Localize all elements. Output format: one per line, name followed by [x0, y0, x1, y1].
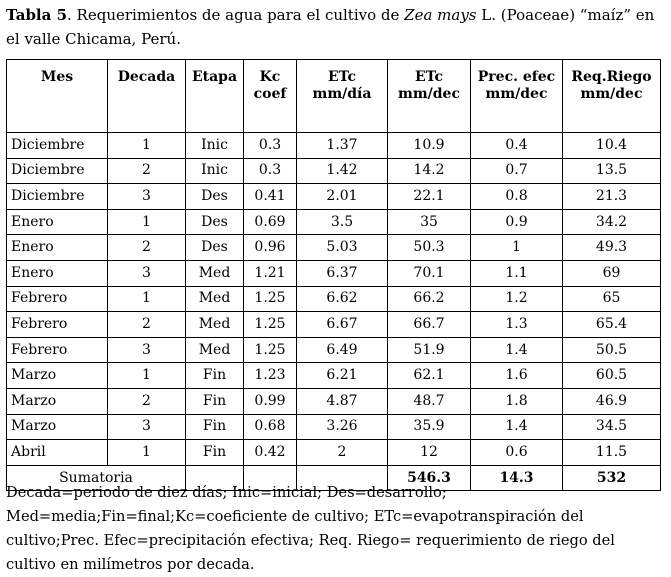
column-header-prec-efec — [471, 60, 563, 133]
cell-mes: Abril — [7, 440, 108, 466]
cell-req-riego: 50.5 — [563, 337, 661, 363]
cell-etapa: Med — [186, 286, 244, 312]
cell-mes: Diciembre — [7, 158, 108, 184]
cell-etc-dec: 22.1 — [388, 184, 471, 210]
sum-riego-total: 532 — [563, 465, 661, 491]
cell-etc-dia: 5.03 — [297, 235, 388, 261]
cell-kc: 0.41 — [244, 184, 297, 210]
cell-kc: 0.3 — [244, 133, 297, 159]
cell-decada: 1 — [108, 440, 186, 466]
cell-kc: 0.68 — [244, 414, 297, 440]
cell-req-riego: 49.3 — [563, 235, 661, 261]
cell-etc-dia: 6.37 — [297, 260, 388, 286]
cell-req-riego: 11.5 — [563, 440, 661, 466]
column-header-kc — [244, 60, 297, 133]
cell-mes: Enero — [7, 209, 108, 235]
cell-etapa: Fin — [186, 414, 244, 440]
column-header-decada — [108, 60, 186, 133]
cell-kc: 0.96 — [244, 235, 297, 261]
table-label: Tabla 5 — [6, 6, 68, 24]
column-header-line: mm/dec — [485, 86, 548, 102]
column-header-line: mm/dec — [398, 86, 460, 102]
column-header-line: Etapa — [191, 69, 238, 85]
cell-kc: 1.23 — [244, 363, 297, 389]
column-header-line: Req.Riego — [571, 69, 652, 85]
table-row — [7, 158, 661, 184]
cell-etc-dec: 48.7 — [388, 388, 471, 414]
cell-etapa: Inic — [186, 158, 244, 184]
cell-decada: 2 — [108, 158, 186, 184]
table-row — [7, 260, 661, 286]
cell-prec-efec: 1.4 — [471, 414, 563, 440]
cell-kc: 1.25 — [244, 312, 297, 338]
cell-mes: Marzo — [7, 388, 108, 414]
cell-etc-dec: 14.2 — [388, 158, 471, 184]
cell-req-riego: 34.5 — [563, 414, 661, 440]
cell-decada: 1 — [108, 363, 186, 389]
cell-decada: 1 — [108, 133, 186, 159]
cell-decada: 2 — [108, 235, 186, 261]
cell-mes: Febrero — [7, 312, 108, 338]
cell-prec-efec: 0.8 — [471, 184, 563, 210]
cell-mes: Marzo — [7, 363, 108, 389]
cell-prec-efec: 1 — [471, 235, 563, 261]
header-row — [7, 60, 661, 133]
cell-req-riego: 46.9 — [563, 388, 661, 414]
cell-decada: 2 — [108, 312, 186, 338]
cell-etc-dia: 4.87 — [297, 388, 388, 414]
cell-decada: 3 — [108, 337, 186, 363]
cell-etc-dia: 6.49 — [297, 337, 388, 363]
cell-mes: Diciembre — [7, 184, 108, 210]
cell-kc: 1.21 — [244, 260, 297, 286]
cell-prec-efec: 0.7 — [471, 158, 563, 184]
caption-text-after: L. (Poaceae) “maíz” en el valle Chicama, Perú. — [6, 6, 655, 48]
cell-req-riego: 21.3 — [563, 184, 661, 210]
cell-prec-efec: 0.6 — [471, 440, 563, 466]
cell-etapa: Des — [186, 235, 244, 261]
column-header-line: coef — [253, 86, 287, 102]
table-row — [7, 286, 661, 312]
cell-etc-dec: 66.2 — [388, 286, 471, 312]
cell-mes: Marzo — [7, 414, 108, 440]
column-header-line: Kc — [259, 69, 281, 85]
cell-decada: 2 — [108, 388, 186, 414]
cell-kc: 0.42 — [244, 440, 297, 466]
cell-prec-efec: 1.3 — [471, 312, 563, 338]
table-row — [7, 337, 661, 363]
cell-etapa: Des — [186, 184, 244, 210]
table-row — [7, 209, 661, 235]
table-row — [7, 184, 661, 210]
cell-etapa: Med — [186, 312, 244, 338]
cell-req-riego: 65.4 — [563, 312, 661, 338]
table-row — [7, 133, 661, 159]
cell-prec-efec: 1.1 — [471, 260, 563, 286]
cell-etapa: Des — [186, 209, 244, 235]
cell-req-riego: 60.5 — [563, 363, 661, 389]
cell-kc: 1.25 — [244, 337, 297, 363]
cell-etapa: Med — [186, 337, 244, 363]
cell-req-riego: 69 — [563, 260, 661, 286]
cell-prec-efec: 0.9 — [471, 209, 563, 235]
cell-etapa: Fin — [186, 440, 244, 466]
column-header-etc-dia — [297, 60, 388, 133]
cell-etapa: Fin — [186, 388, 244, 414]
caption-text-before: . Requerimientos de agua para el cultivo de — [67, 6, 405, 24]
species-name: Zea mays — [404, 6, 477, 24]
column-header-mes — [7, 60, 108, 133]
table-row — [7, 440, 661, 466]
table-body — [7, 133, 661, 466]
table-caption — [6, 3, 666, 51]
column-header-etc-dec — [388, 60, 471, 133]
cell-etc-dia: 3.5 — [297, 209, 388, 235]
cell-etc-dia: 2 — [297, 440, 388, 466]
cell-etc-dia: 1.42 — [297, 158, 388, 184]
column-header-line: mm/día — [312, 86, 372, 102]
column-header-line: Decada — [117, 69, 176, 85]
cell-prec-efec: 1.8 — [471, 388, 563, 414]
table-row — [7, 363, 661, 389]
cell-mes: Febrero — [7, 337, 108, 363]
cell-etapa: Inic — [186, 133, 244, 159]
cell-etc-dec: 10.9 — [388, 133, 471, 159]
cell-prec-efec: 1.6 — [471, 363, 563, 389]
cell-etc-dec: 35 — [388, 209, 471, 235]
column-header-line: Prec. efec — [477, 69, 556, 85]
water-requirements-table — [6, 59, 661, 491]
cell-etc-dia: 6.67 — [297, 312, 388, 338]
cell-etapa: Med — [186, 260, 244, 286]
cell-mes: Enero — [7, 235, 108, 261]
cell-prec-efec: 0.4 — [471, 133, 563, 159]
cell-req-riego: 34.2 — [563, 209, 661, 235]
cell-etc-dec: 70.1 — [388, 260, 471, 286]
cell-kc: 0.69 — [244, 209, 297, 235]
sum-label: Sumatoria — [7, 465, 186, 491]
cell-etc-dec: 62.1 — [388, 363, 471, 389]
column-header-line: mm/dec — [580, 86, 643, 102]
cell-prec-efec: 1.2 — [471, 286, 563, 312]
table-row — [7, 312, 661, 338]
cell-decada: 3 — [108, 184, 186, 210]
table-row — [7, 414, 661, 440]
table-footnote: Decada=periodo de diez días; Inic=inicial; Des=desarrollo; Med=media;Fin=final;Kc=coeficiente de cultivo; ETc=evapotranspiración del cultivo;Prec. Efec=precipitación efectiva; Req. Riego= requerimiento de riego del cultivo en milímetros por decada. — [6, 484, 615, 573]
cell-decada: 1 — [108, 286, 186, 312]
cell-req-riego: 10.4 — [563, 133, 661, 159]
cell-kc: 1.25 — [244, 286, 297, 312]
cell-req-riego: 65 — [563, 286, 661, 312]
cell-etc-dia: 6.62 — [297, 286, 388, 312]
cell-etc-dec: 12 — [388, 440, 471, 466]
cell-decada: 3 — [108, 260, 186, 286]
cell-etc-dec: 66.7 — [388, 312, 471, 338]
cell-etc-dia: 3.26 — [297, 414, 388, 440]
cell-etc-dia: 6.21 — [297, 363, 388, 389]
column-header-line: Mes — [40, 69, 74, 85]
cell-etc-dec: 51.9 — [388, 337, 471, 363]
cell-req-riego: 13.5 — [563, 158, 661, 184]
cell-kc: 0.99 — [244, 388, 297, 414]
table-row — [7, 388, 661, 414]
cell-decada: 1 — [108, 209, 186, 235]
cell-mes: Febrero — [7, 286, 108, 312]
column-header-line: ETc — [327, 69, 356, 85]
cell-kc: 0.3 — [244, 158, 297, 184]
cell-mes: Diciembre — [7, 133, 108, 159]
cell-etc-dia: 1.37 — [297, 133, 388, 159]
sum-prec-total: 14.3 — [471, 465, 563, 491]
cell-decada: 3 — [108, 414, 186, 440]
cell-etapa: Fin — [186, 363, 244, 389]
cell-etc-dec: 50.3 — [388, 235, 471, 261]
cell-etc-dia: 2.01 — [297, 184, 388, 210]
column-header-req-riego — [563, 60, 661, 133]
cell-prec-efec: 1.4 — [471, 337, 563, 363]
cell-mes: Enero — [7, 260, 108, 286]
sum-etc-total: 546.3 — [388, 465, 471, 491]
column-header-line: ETc — [414, 69, 443, 85]
column-header-etapa — [186, 60, 244, 133]
table-row — [7, 235, 661, 261]
cell-etc-dec: 35.9 — [388, 414, 471, 440]
